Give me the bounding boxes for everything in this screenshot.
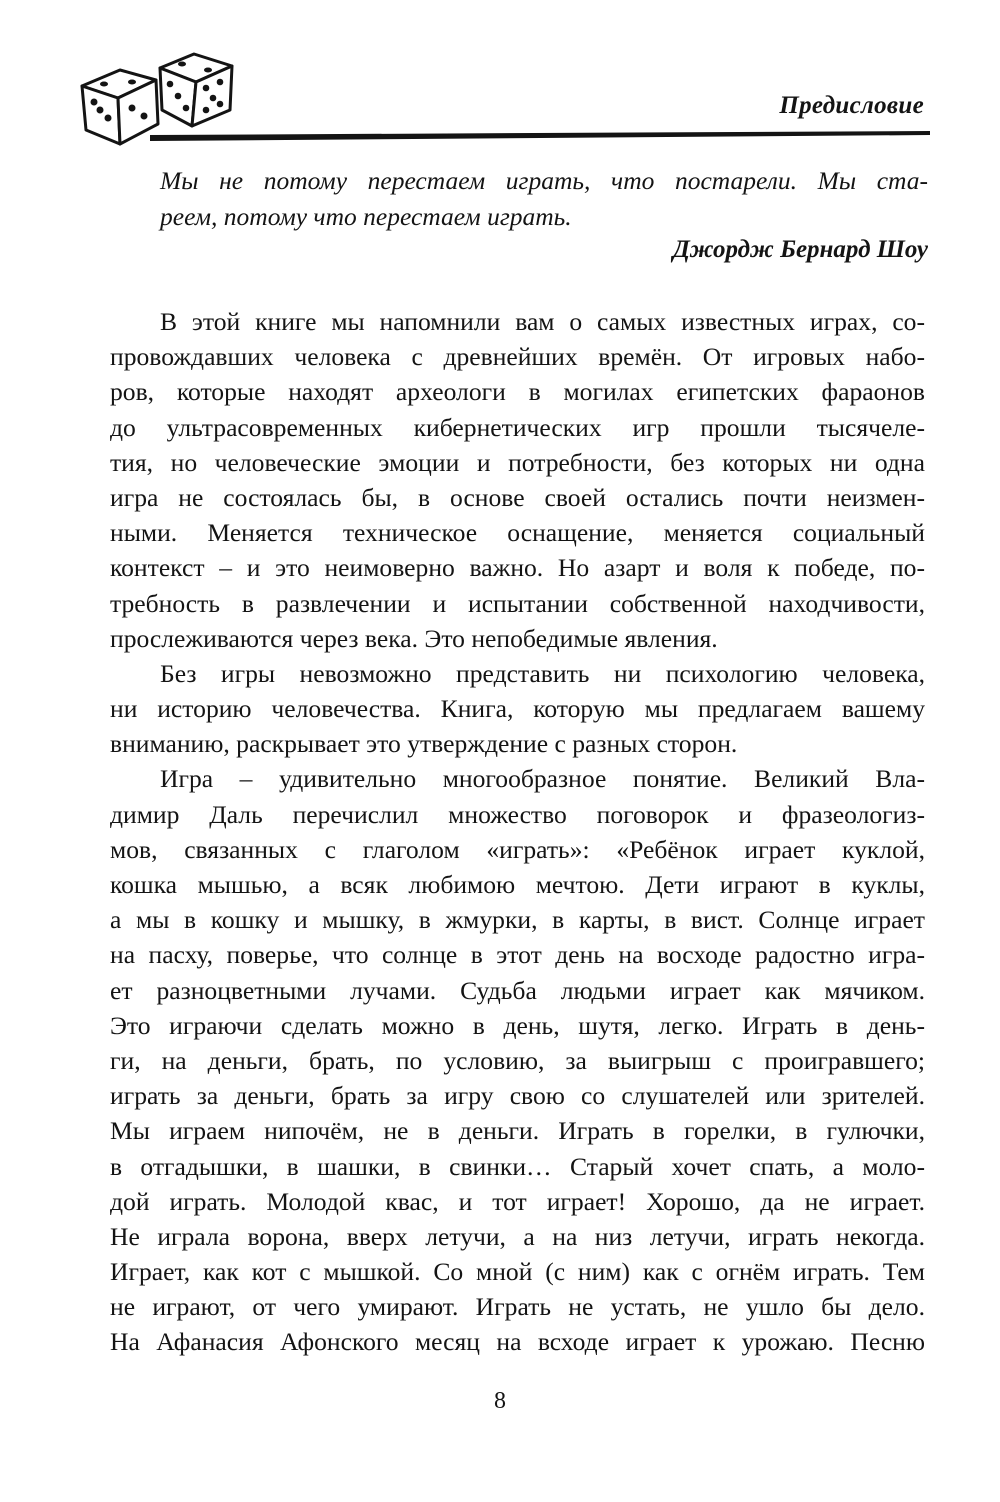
text-line: Не играла ворона, вверх летучи, а на низ летучи, играть некогда. bbox=[110, 1221, 925, 1251]
text-line: вниманию, раскрывает это утверждение с разных сторон. bbox=[110, 729, 738, 759]
text-line: дой играть. Молодой квас, и тот играет! Хорошо, да не играет. bbox=[110, 1186, 925, 1216]
text-line: Без игры невозможно представить ни психологию человека, bbox=[160, 658, 925, 688]
epigraph-line: реем, потому что перестаем играть. bbox=[160, 202, 572, 231]
epigraph-line: Мы не потому перестаем играть, что постарели. Мы ста- bbox=[160, 166, 928, 195]
text-line: а мы в кошку и мышку, в жмурки, в карты, в вист. Солнце играет bbox=[110, 905, 925, 935]
text-line: игра не состоялась бы, в основе своей остались почти неизмен- bbox=[110, 482, 925, 512]
text-line: кошка мышью, а всяк любимою мечтою. Дети играют в куклы, bbox=[110, 870, 925, 899]
text-line: димир Даль перечислил множество поговорок и фразеологиз- bbox=[110, 799, 925, 829]
text-line: ными. Меняется техническое оснащение, меняется социальный bbox=[110, 518, 925, 548]
text-line: ет разноцветными лучами. Судьба людьми играет как мячиком. bbox=[110, 975, 925, 1005]
page-number: 8 bbox=[494, 1388, 506, 1414]
text-line: в отгадышки, в шашки, в свинки… Старый хочет спать, а моло- bbox=[110, 1151, 925, 1181]
text-line: контекст – и это неимоверно важно. Но азарт и воля к победе, по- bbox=[110, 553, 925, 583]
text-line: Мы играем нипочём, не в деньги. Играть в горелки, в гулючки, bbox=[110, 1116, 925, 1146]
epigraph-author: Джордж Бернард Шоу bbox=[672, 236, 928, 263]
header-rule bbox=[150, 128, 930, 144]
text-line: тия, но человеческие эмоции и потребности, без которых ни одна bbox=[110, 447, 925, 477]
text-line: на пасху, поверье, что солнце в этот день на восходе радостно игра- bbox=[110, 940, 925, 970]
text-line: ги, на деньги, брать, по условию, за выигрыш с проигравшего; bbox=[110, 1045, 925, 1075]
body-text bbox=[110, 304, 925, 1360]
text-line: провождавших человека с древнейших времён. От игровых набо- bbox=[110, 342, 925, 372]
text-line: прослеживаются через века. Это непобедимые явления. bbox=[110, 623, 718, 653]
text-line: не играют, от чего умирают. Играть не устать, не ушло бы дело. bbox=[110, 1292, 925, 1322]
text-line: В этой книге мы напомнили вам о самых известных играх, со- bbox=[160, 307, 925, 336]
text-line: Играет, как кот с мышкой. Со мной (с ним) как с огнём играть. Тем bbox=[110, 1257, 925, 1287]
section-title: Предисловие bbox=[779, 92, 924, 119]
text-line: требность в развлечении и испытании собственной находчивости, bbox=[110, 588, 925, 618]
text-line: ни историю человечества. Книга, которую мы предлагаем вашему bbox=[110, 694, 925, 724]
text-line: Это играючи сделать можно в день, шутя, легко. Играть в день- bbox=[110, 1010, 925, 1040]
text-line: ров, которые находят археологи в могилах египетских фараонов bbox=[110, 377, 925, 407]
text-line: мов, связанных с глаголом «играть»: «Ребёнок играет куклой, bbox=[110, 834, 925, 864]
text-line: На Афанасия Афонского месяц на всходе играет к урожаю. Песню bbox=[110, 1327, 925, 1357]
text-line: до ультрасовременных кибернетических игр прошли тысячеле- bbox=[110, 412, 925, 442]
text-line: Игра – удивительно многообразное понятие. Великий Вла- bbox=[160, 764, 925, 794]
epigraph bbox=[160, 163, 928, 235]
text-line: играть за деньги, брать за игру свою со слушателей или зрителей. bbox=[110, 1081, 925, 1111]
